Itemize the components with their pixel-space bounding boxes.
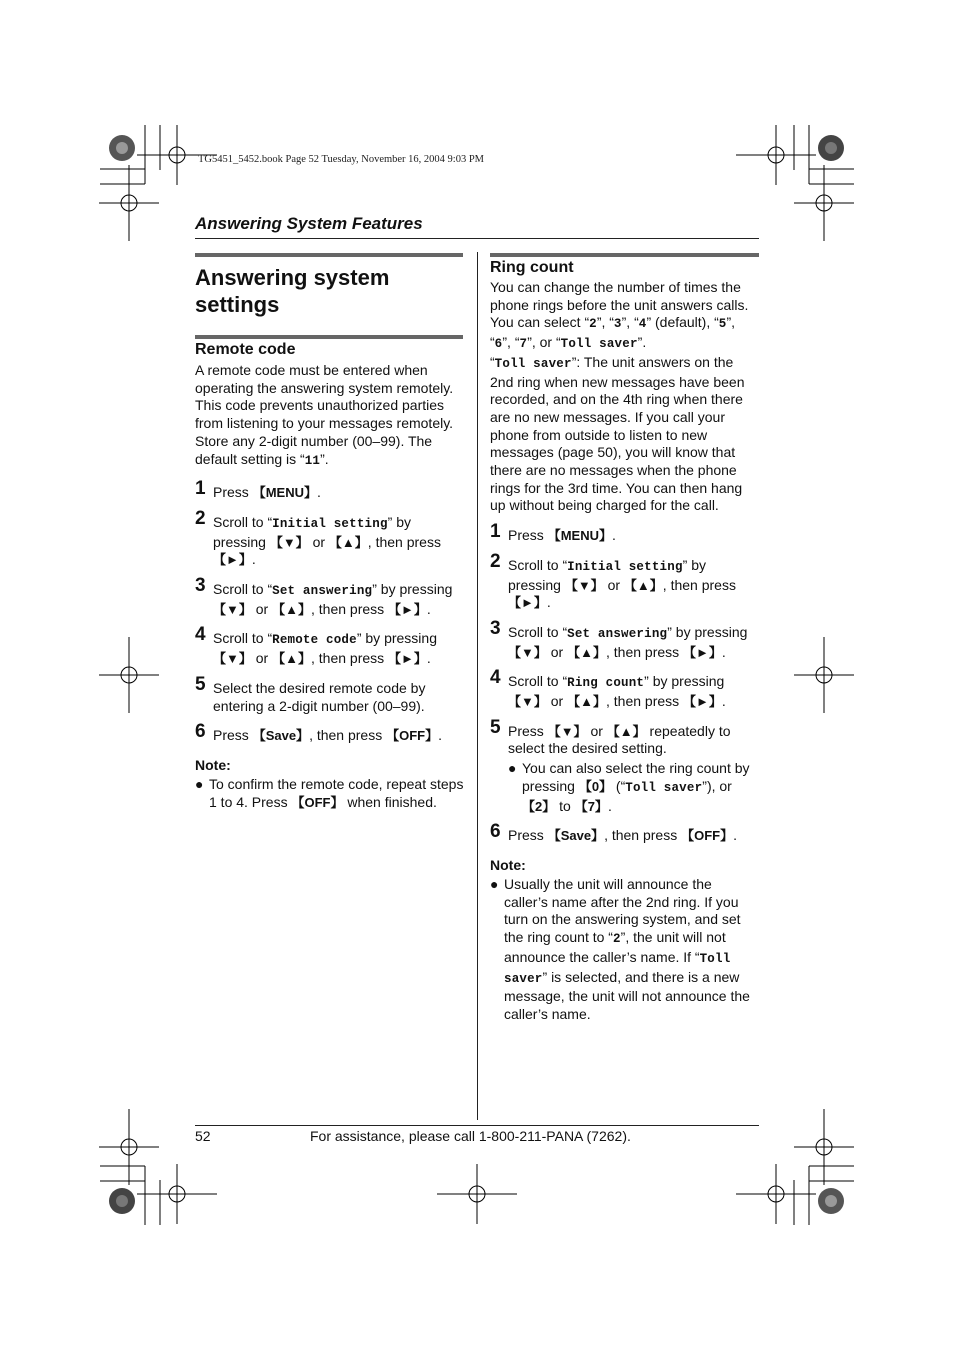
text-run: ” is selected, and there is a new message, the unit will not announce the caller’s name. <box>504 968 750 1022</box>
step-item <box>490 521 759 545</box>
text-run: . <box>721 643 726 660</box>
text-run: . <box>607 797 612 814</box>
text-run: . <box>426 650 431 667</box>
display-text: 2 <box>612 932 621 947</box>
key-label: 【▲】 <box>272 601 311 617</box>
page-number: 52 <box>195 1128 211 1144</box>
bullet-icon: ● <box>195 775 204 792</box>
text-run: ”, “ <box>596 314 614 331</box>
step-item <box>195 575 467 618</box>
text-run: . <box>316 484 321 501</box>
text-run: ”, “ <box>490 314 736 351</box>
step-text <box>213 727 467 745</box>
step-number: 6 <box>490 821 501 843</box>
text-run: ”, “ <box>502 334 520 351</box>
text-run: . <box>721 693 726 710</box>
text-run: You can change the number of times the phone rings before the unit answers calls. You can select “ <box>490 279 749 331</box>
text-run: Press <box>213 727 253 744</box>
step-number: 4 <box>195 624 206 646</box>
text-run: . <box>611 527 616 544</box>
step-number: 5 <box>490 716 501 738</box>
text-run: , then press <box>604 827 682 844</box>
page-title: Answering system settings <box>195 265 390 317</box>
note-list <box>490 876 759 1024</box>
text-run: ” (default), “ <box>646 314 719 331</box>
display-text: Toll saver <box>504 951 731 986</box>
crosshair-mark <box>794 1109 854 1185</box>
text-run: . <box>438 727 442 744</box>
text-run: Press <box>508 827 548 844</box>
note-item <box>195 776 467 811</box>
key-label: 【OFF】 <box>291 794 344 810</box>
crosshair-mark <box>99 165 159 241</box>
step-list <box>490 521 759 845</box>
step-number: 4 <box>490 667 501 689</box>
step-number: 2 <box>195 507 206 529</box>
text-run: when finished. <box>343 793 437 810</box>
text-run: Press <box>508 722 548 739</box>
title-rule-bottom <box>195 335 463 339</box>
text-run: to <box>555 797 575 814</box>
text-run: Scroll to “ <box>508 673 568 690</box>
note-label: Note: <box>195 756 231 773</box>
crosshair-mark <box>99 1109 159 1185</box>
text-run: . <box>546 594 551 611</box>
text-run: ”, “ <box>621 314 639 331</box>
step-item <box>490 667 759 710</box>
text-run: , then press <box>310 650 389 667</box>
text-run: ” by pressing <box>508 556 706 593</box>
text-run: ”, or “ <box>527 334 561 351</box>
crosshair-mark <box>437 1164 517 1224</box>
crosshair-mark <box>137 1164 217 1224</box>
crosshair-mark <box>99 637 159 713</box>
step-item <box>490 550 759 612</box>
text-run: or <box>546 643 568 660</box>
text-run: repeatedly to select the desired setting. <box>508 722 731 757</box>
display-text: 6 <box>494 337 503 352</box>
step-item <box>490 716 759 816</box>
crosshair-mark <box>794 637 854 713</box>
step-number: 1 <box>195 478 206 500</box>
section-header: Answering System Features <box>195 214 423 233</box>
text-run: ”: The unit answers on the 2nd ring when new messages have been recorded, and on the 4th ring when there are no new messages. If you call your phone from outside to listen to new messages (page 50), you will know that there are no messages when the phone rings for the 3rd time. You can then hang up without being charged for the call. <box>490 353 745 514</box>
text-run: ” by pressing <box>644 673 725 690</box>
text-run: Press <box>508 527 548 544</box>
display-text: Initial setting <box>567 559 683 574</box>
key-label: 【▼】 <box>213 601 252 617</box>
text-run: Usually the unit will announce the caller’s name after the 2nd ring. If you turn on the answering system, and set the ring count to “ <box>504 875 741 946</box>
display-text: 3 <box>613 317 622 332</box>
display-text: 4 <box>638 317 647 332</box>
text-run: A remote code must be entered when operating the answering system remotely. This code prevents unauthorized parties from listening to your messages remotely. Store any 2-digit number (00–99). The default setting is “ <box>195 362 454 467</box>
crosshair-mark <box>794 165 854 241</box>
key-label: 【▼】 <box>547 723 587 739</box>
print-info: TG5451_5452.book Page 52 Tuesday, November 16, 2004 9:03 PM <box>198 154 485 165</box>
text-run: , then press <box>605 643 684 660</box>
step-text <box>508 827 759 845</box>
column-rule-top <box>490 253 759 257</box>
text-run: ” by pressing <box>667 623 748 640</box>
key-label: 【▲】 <box>567 644 606 660</box>
toll-saver-description <box>490 354 759 515</box>
key-label: 【►】 <box>683 694 722 710</box>
title-rule-top <box>195 253 463 257</box>
step-number: 1 <box>490 521 501 543</box>
text-run: “ <box>490 353 495 370</box>
text-run: . <box>251 551 256 568</box>
step-number: 6 <box>195 721 206 743</box>
text-run: or <box>603 576 624 593</box>
step-text <box>213 680 467 715</box>
key-label: 【7】 <box>574 798 608 814</box>
key-label: 【▲】 <box>623 577 663 593</box>
step-sub-bullet <box>508 760 759 815</box>
text-run: ” by pressing <box>356 630 437 647</box>
key-label: 【▲】 <box>328 534 368 550</box>
display-text: Toll saver <box>494 356 572 371</box>
key-label: 【2】 <box>522 798 556 814</box>
step-text <box>508 527 759 545</box>
text-run: ” by pressing <box>372 581 453 598</box>
step-text <box>508 723 759 758</box>
step-item <box>195 507 467 569</box>
key-label: 【►】 <box>683 644 722 660</box>
display-text: 7 <box>519 337 528 352</box>
column-divider <box>477 252 478 1120</box>
step-list <box>195 478 467 745</box>
key-label: 【0】 <box>578 778 613 794</box>
key-label: 【►】 <box>508 595 547 611</box>
key-label: 【►】 <box>388 651 427 667</box>
key-label: 【OFF】 <box>386 728 439 744</box>
display-text: Set answering <box>272 584 373 599</box>
key-label: 【▼】 <box>213 651 252 667</box>
note-item <box>490 876 759 1024</box>
display-text: Set answering <box>567 626 668 641</box>
display-text: 5 <box>718 317 727 332</box>
display-text: Remote code <box>272 633 357 648</box>
step-item <box>195 673 467 715</box>
text-run: Scroll to “ <box>213 513 273 530</box>
text-run: ”. <box>320 450 329 467</box>
display-text: Initial setting <box>272 516 388 531</box>
crosshair-mark <box>736 1164 816 1224</box>
key-label: 【MENU】 <box>547 528 612 544</box>
text-run: To confirm the remote code, repeat steps 1 to 4. Press <box>209 775 464 810</box>
step-number: 5 <box>195 673 206 695</box>
text-run: ”, the unit will not announce the caller’s name. If “ <box>504 929 726 965</box>
key-label: 【▼】 <box>269 534 309 550</box>
key-label: 【▲】 <box>606 723 646 739</box>
step-number: 3 <box>195 575 206 597</box>
key-label: 【▼】 <box>508 694 547 710</box>
step-text <box>508 624 759 661</box>
display-text: Ring count <box>567 676 645 691</box>
text-run: Scroll to “ <box>508 556 568 573</box>
section-heading: Remote code <box>195 341 296 358</box>
text-run: (“ <box>612 777 626 794</box>
step-text <box>213 514 467 569</box>
step-text <box>213 581 467 618</box>
step-text <box>213 484 467 502</box>
text-run: Select the desired remote code by entering a 2-digit number (00–99). <box>213 679 426 714</box>
ring-count-section <box>490 259 759 1024</box>
step-number: 2 <box>490 550 501 572</box>
text-run: Scroll to “ <box>213 630 273 647</box>
text-run: or <box>546 693 568 710</box>
text-run: , then press <box>662 576 736 593</box>
key-label: 【►】 <box>388 601 427 617</box>
step-text <box>508 557 759 612</box>
text-run: Scroll to “ <box>213 581 273 598</box>
text-run: ”. <box>637 334 647 351</box>
section-heading: Ring count <box>490 259 574 276</box>
step-text <box>213 630 467 667</box>
step-item <box>490 617 759 661</box>
note-list <box>195 776 467 811</box>
text-run: Scroll to “ <box>508 623 568 640</box>
key-label: 【▼】 <box>564 577 604 593</box>
key-label: 【Save】 <box>547 828 605 844</box>
key-label: 【►】 <box>213 552 252 568</box>
section-intro <box>195 362 467 470</box>
key-label: 【▲】 <box>272 651 311 667</box>
text-run: , then press <box>605 693 684 710</box>
display-text: Toll saver <box>625 780 703 795</box>
key-label: 【▲】 <box>567 694 606 710</box>
key-label: 【Save】 <box>252 728 310 744</box>
footer-rule <box>195 1125 759 1126</box>
text-run: or <box>308 533 329 550</box>
text-run: ” by pressing <box>213 513 411 550</box>
text-run: or <box>251 600 273 617</box>
step-item <box>195 478 467 502</box>
text-run: , then press <box>309 727 387 744</box>
note-label: Note: <box>490 856 526 873</box>
text-run: or <box>251 650 273 667</box>
display-text: Toll saver <box>560 337 638 352</box>
display-text: 11 <box>304 453 321 468</box>
bullet-icon: ● <box>490 875 499 892</box>
step-text <box>508 673 759 710</box>
key-label: 【MENU】 <box>252 485 317 501</box>
text-run: You can also select the ring count by pressing <box>522 760 750 794</box>
section-intro <box>490 279 759 354</box>
header-rule <box>195 238 759 239</box>
display-text: 2 <box>589 317 597 332</box>
remote-code-section <box>195 341 467 811</box>
text-run: . <box>426 600 431 617</box>
step-number: 3 <box>490 617 501 639</box>
text-run: , then press <box>310 600 389 617</box>
bullet-icon: ● <box>508 760 517 777</box>
crosshair-mark <box>736 125 816 185</box>
text-run: . <box>733 827 737 844</box>
text-run: or <box>586 722 607 739</box>
step-item <box>195 624 467 667</box>
step-item <box>195 721 467 745</box>
step-item <box>490 821 759 845</box>
key-label: 【OFF】 <box>681 828 734 844</box>
key-label: 【▼】 <box>508 644 547 660</box>
text-run: ”), or <box>702 777 732 794</box>
text-run: Press <box>213 484 253 501</box>
assistance-line: For assistance, please call 1-800-211-PANA (7262). <box>310 1128 631 1144</box>
text-run: , then press <box>367 533 441 550</box>
